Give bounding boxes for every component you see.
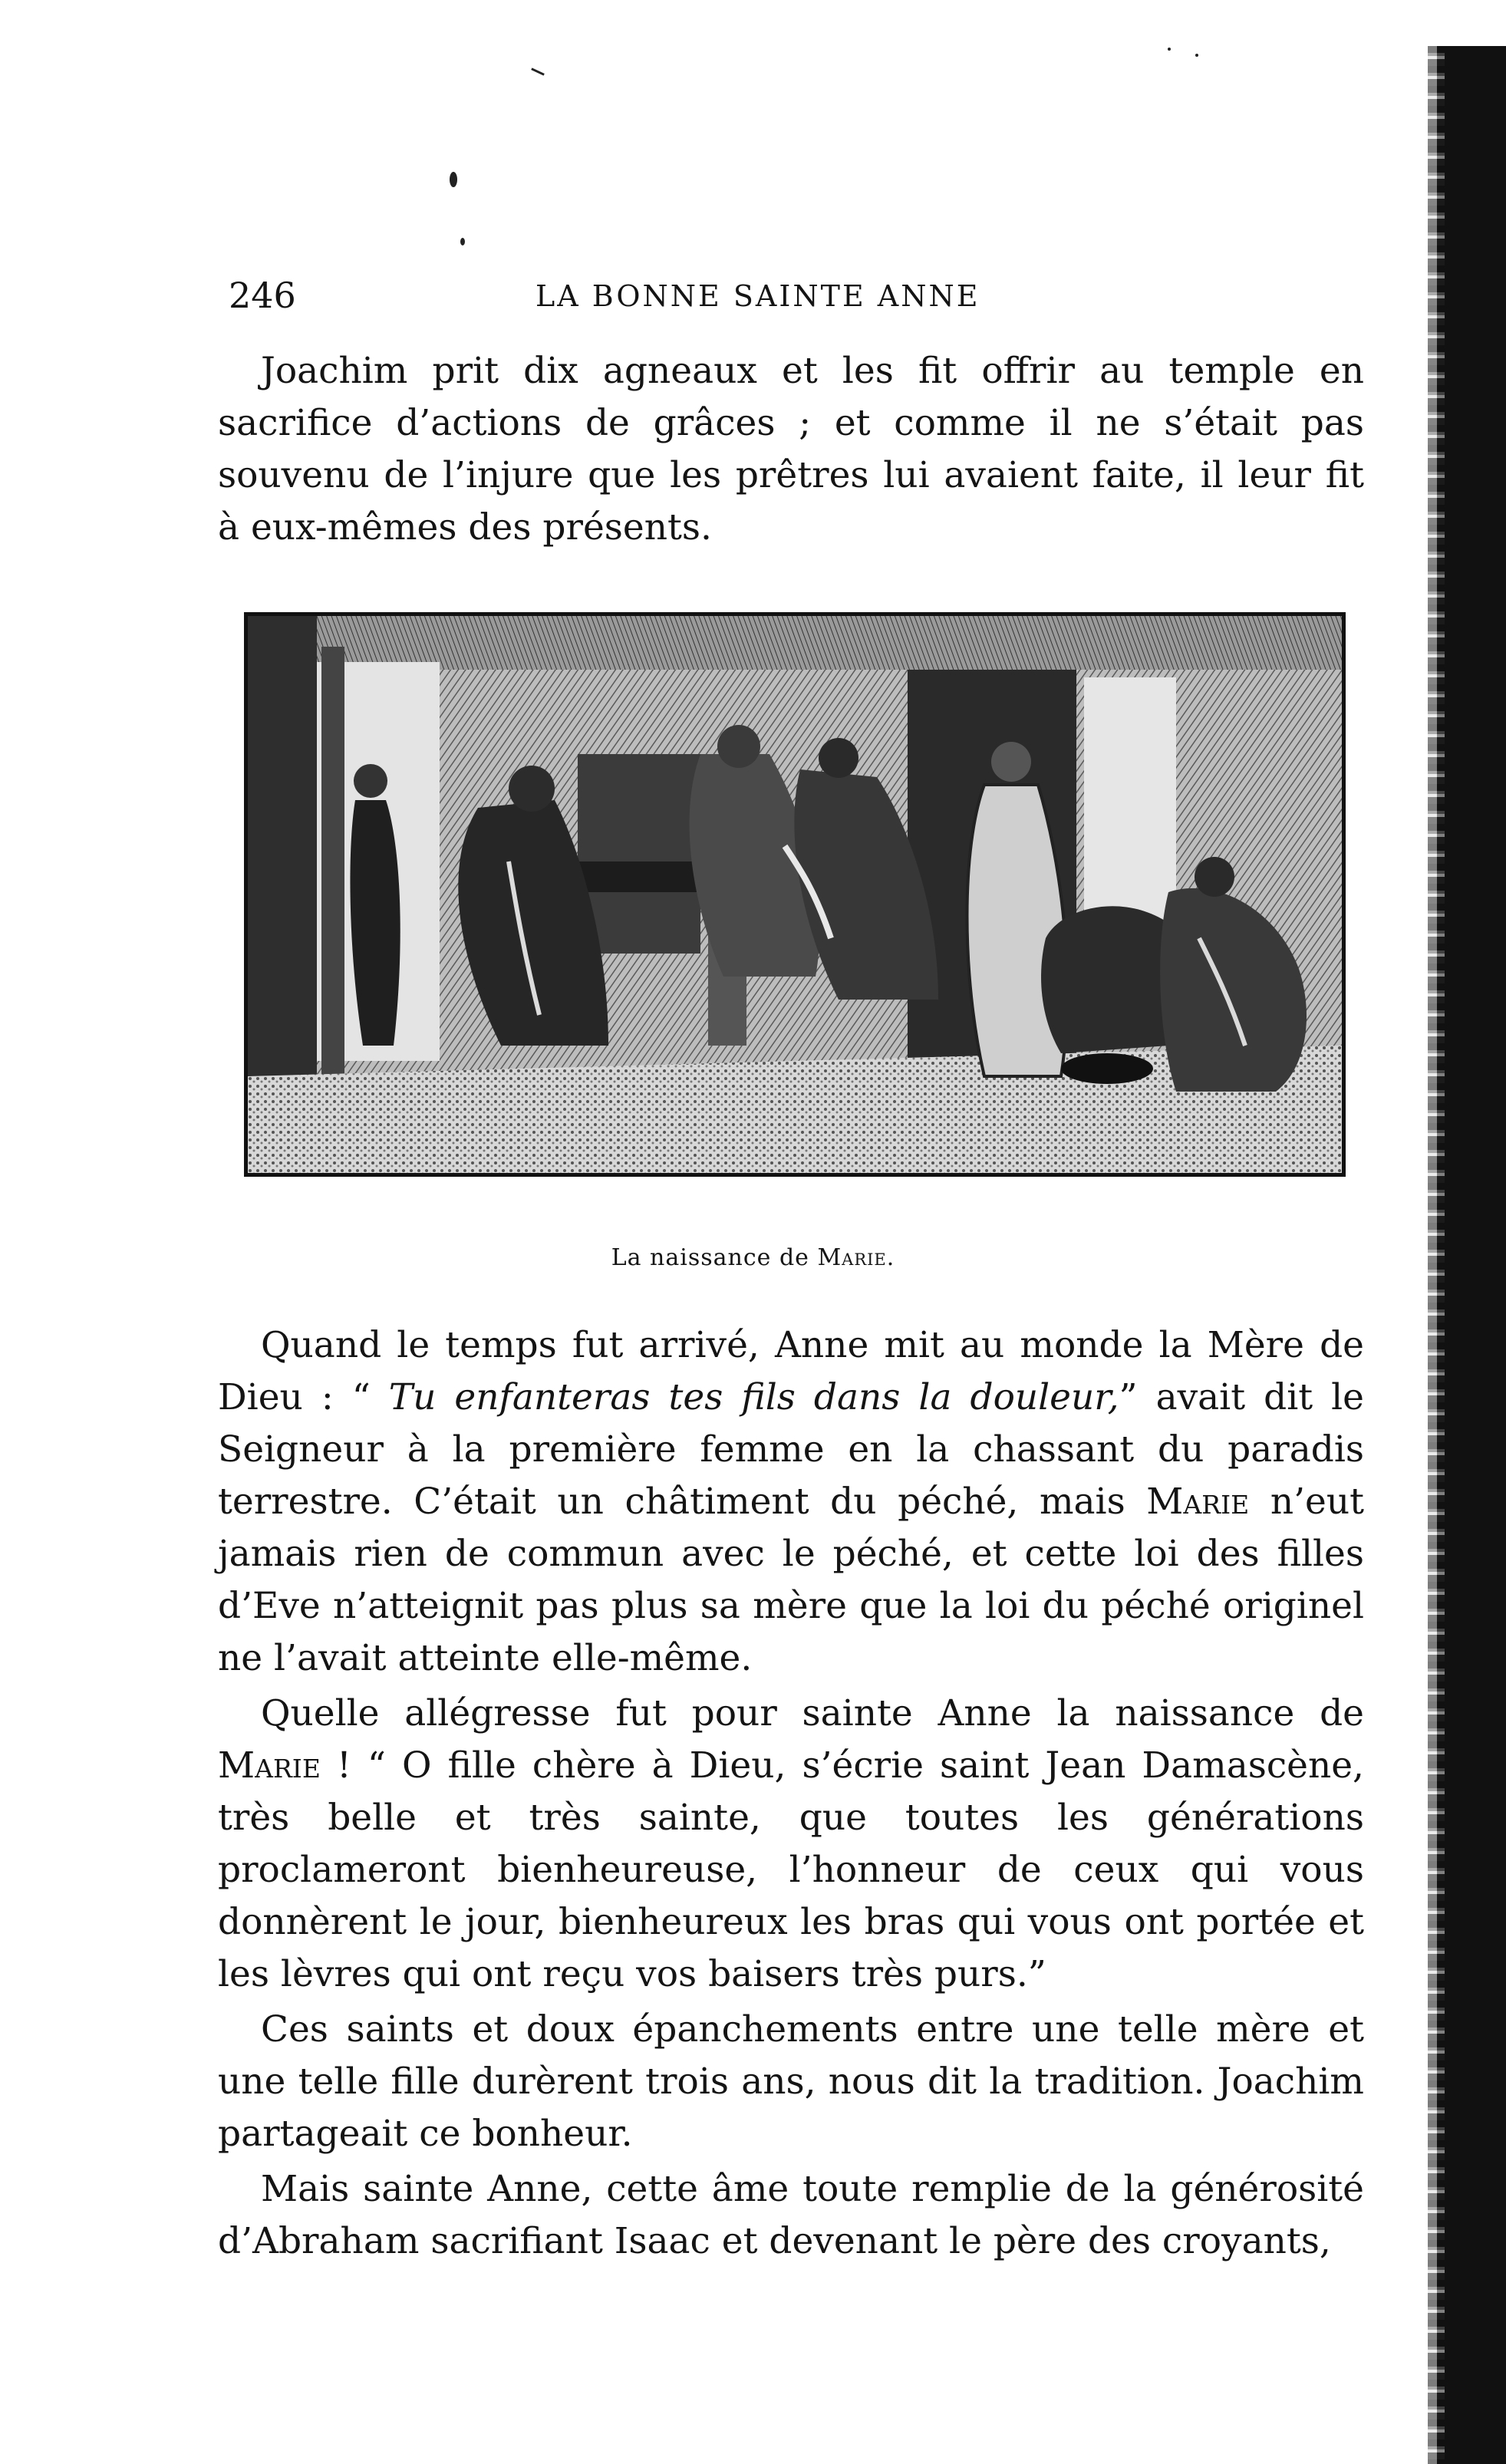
scan-speck: [531, 68, 545, 75]
paragraph-text: n’eut jamais rien de commun avec le péché, et cette loi des filles d’Eve n’atteignit pas plus sa mère que la loi du péché originel ne l’avait atteinte elle-même.: [218, 1481, 1365, 1679]
paragraph-name: Marie: [218, 1744, 321, 1787]
caption-prefix: La naissance de: [611, 1244, 818, 1271]
paragraph-4: Mais sainte Anne, cette âme toute remplie de la générosité d’Abraham sacrifiant Isaac et devenant le père des croyants,: [218, 2168, 1364, 2262]
running-title: LA BONNE SAINTE ANNE: [536, 279, 980, 313]
paragraph-text: Quelle allégresse fut pour sainte Anne la naissance de: [261, 1692, 1364, 1734]
caption-name: Marie.: [817, 1244, 895, 1271]
paragraph-3: Ces saints et doux épanchements entre une telle mère et une telle fille durèrent trois ans, nous dit la tradition. Joachim partageait ce bonheur.: [218, 2008, 1364, 2155]
page-number: 246: [229, 275, 296, 316]
intro-text: [218, 345, 1364, 557]
paragraph-1: [218, 1319, 1364, 1685]
paragraph-text: ! “ O fille chère à Dieu, s’écrie saint Jean Damascène, très belle et très sainte, que toutes les générations proclameront bienheureuse, l’honneur de ceux qui vous donnèrent le jour, bienheureux les bras qui vous ont portée et les lèvres qui ont reçu vos baisers très purs.”: [218, 1744, 1364, 1995]
engraving-illustration: [244, 612, 1346, 1177]
scan-speck: [460, 238, 465, 245]
paragraph-2: [218, 1688, 1364, 2001]
scan-speck: [1195, 54, 1198, 57]
page-header: [229, 275, 1364, 321]
main-text: [218, 1319, 1364, 2271]
paragraph-text: ” avait dit le Seigneur à la première femme en la chassant du paradis terrestre. C’était un châtiment du péché, mais: [218, 1376, 1364, 1523]
paragraph-quote: Tu enfanteras tes fils dans la douleur,: [388, 1376, 1119, 1418]
scan-speck: [450, 172, 457, 187]
scan-speck: [1168, 48, 1171, 51]
figure-caption: [0, 1244, 1506, 1271]
paragraph: Joachim prit dix agneaux et les fit offrir au temple en sacrifice d’actions de grâces ; et comme il ne s’était pas souvenu de l’injure que les prêtres lui avaient faite, il leur fit à eux-mêmes des présents.: [218, 350, 1364, 548]
paragraph-text: Quand le temps fut arrivé, Anne mit au monde la Mère de Dieu : “: [218, 1324, 1364, 1418]
paragraph-name: Marie: [1146, 1481, 1250, 1523]
